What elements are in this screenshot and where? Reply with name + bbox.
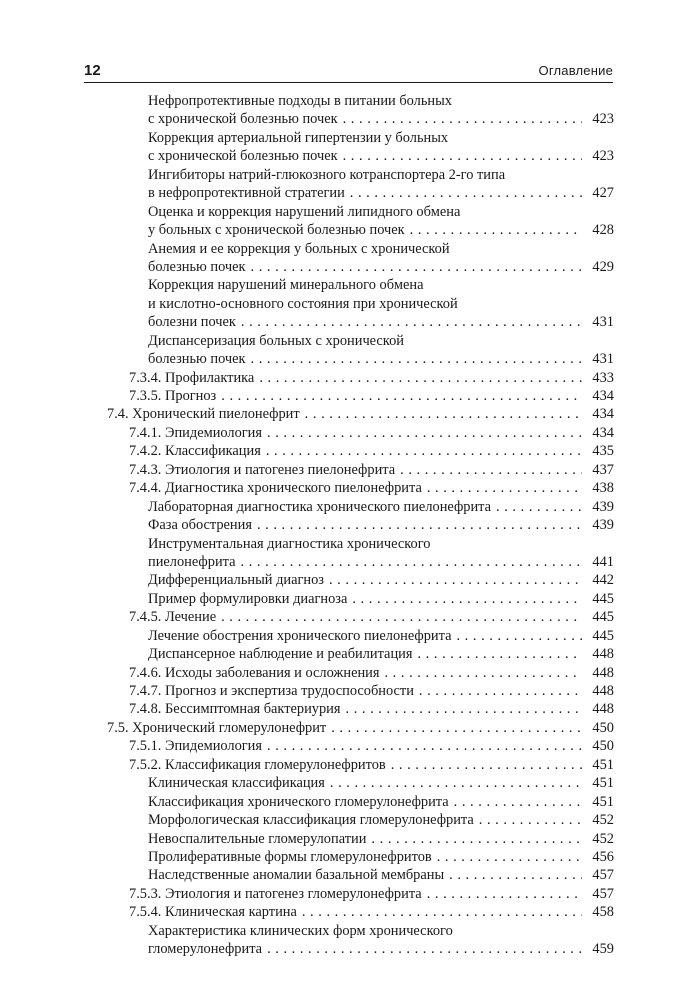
toc-entry-title: Дифференциальный диагноз (148, 572, 324, 589)
dot-leader (449, 866, 582, 884)
toc-page-number: 445 (592, 627, 614, 644)
toc-line (0, 700, 687, 718)
dot-leader (371, 830, 582, 848)
toc-entry-title: Лечение обострения хронического пиелонефрита (148, 627, 452, 644)
toc-entry[interactable] (0, 830, 687, 848)
toc-line (0, 461, 687, 479)
toc-entry-title: пиелонефрита (148, 553, 236, 570)
dot-leader (479, 811, 582, 829)
toc-entry[interactable] (0, 442, 687, 460)
toc-page-number: 423 (592, 148, 614, 165)
toc-page-number: 450 (592, 738, 614, 755)
toc-line (0, 240, 687, 258)
toc-entry[interactable] (0, 240, 687, 277)
toc-line (0, 147, 687, 165)
toc-line (0, 129, 687, 147)
toc-page-number: 451 (592, 775, 614, 792)
toc-line (0, 811, 687, 829)
dot-leader (267, 940, 582, 958)
dot-leader (251, 258, 582, 276)
toc-entry-title: 7.4.4. Диагностика хронического пиелонефрита (129, 480, 422, 497)
toc-entry[interactable] (0, 700, 687, 718)
toc-entry-title: 7.4.2. Классификация (129, 443, 261, 460)
toc-page-number: 427 (592, 185, 614, 202)
toc-entry[interactable] (0, 571, 687, 589)
toc-entry-title: Характеристика клинических форм хронического (148, 922, 453, 939)
toc-line (0, 350, 687, 368)
toc-entry[interactable] (0, 737, 687, 755)
toc-entry-title: Классификация хронического гломерулонефрита (148, 793, 449, 810)
toc-entry-title: 7.4. Хронический пиелонефрит (107, 406, 300, 423)
toc-page-number: 451 (592, 793, 614, 810)
toc-entry[interactable] (0, 424, 687, 442)
toc-entry-title: Наследственные аномалии базальной мембраны (148, 867, 445, 884)
toc-entry[interactable] (0, 203, 687, 240)
toc-entry[interactable] (0, 461, 687, 479)
toc-page-number: 442 (592, 572, 614, 589)
dot-leader (427, 885, 582, 903)
toc-entry-title: 7.5.3. Этиология и патогенез гломерулонефрита (129, 885, 422, 902)
toc-entry-title: 7.4.1. Эпидемиология (129, 424, 263, 441)
toc-entry[interactable] (0, 387, 687, 405)
toc-page-number: 448 (592, 646, 614, 663)
toc-entry-title: с хронической болезнью почек (148, 148, 338, 165)
toc-entry-title: Коррекция нарушений минерального обмена (148, 277, 424, 294)
toc-entry[interactable] (0, 369, 687, 387)
toc-line (0, 276, 687, 294)
toc-entry-title: Морфологическая классификация гломерулонефрита (148, 812, 474, 829)
toc-page-number: 433 (592, 369, 614, 386)
toc-page-number: 438 (592, 480, 614, 497)
toc-entry-title: Анемия и ее коррекция у больных с хронической (148, 240, 450, 257)
dot-leader (352, 590, 582, 608)
dot-leader (343, 110, 582, 128)
toc-entry-title: Инструментальная диагностика хронического (148, 535, 431, 552)
toc-line (0, 424, 687, 442)
toc-entry-title: и кислотно-основного состояния при хронической (148, 295, 458, 312)
toc-page-number: 428 (592, 222, 614, 239)
toc-page-number: 435 (592, 443, 614, 460)
toc-entry-title: болезни почек (148, 314, 236, 331)
dot-leader (221, 387, 582, 405)
toc-entry[interactable] (0, 719, 687, 737)
dot-leader (330, 774, 582, 792)
toc-entry-title: 7.5.2. Классификация гломерулонефритов (129, 756, 386, 773)
toc-page-number: 439 (592, 498, 614, 515)
toc-entry[interactable] (0, 922, 687, 959)
toc-page-number: 423 (592, 111, 614, 128)
dot-leader (350, 184, 582, 202)
toc-entry[interactable] (0, 627, 687, 645)
toc-entry-title: Нефропротективные подходы в питании больных (148, 93, 452, 109)
dot-leader (496, 498, 582, 516)
dot-leader (251, 350, 582, 368)
toc-entry[interactable] (0, 682, 687, 700)
dot-leader (302, 903, 582, 921)
toc-entry[interactable] (0, 848, 687, 866)
dot-leader (454, 793, 582, 811)
toc-line (0, 516, 687, 534)
toc-line (0, 590, 687, 608)
toc-entry-title: Пролиферативные формы гломерулонефритов (148, 848, 432, 865)
dot-leader (400, 461, 582, 479)
toc-entry-title: Клиническая классификация (148, 775, 325, 792)
dot-leader (266, 442, 582, 460)
dot-leader (417, 645, 582, 663)
toc-entry[interactable] (0, 498, 687, 516)
toc-entry[interactable] (0, 166, 687, 203)
toc-entry-title: 7.5.4. Клиническая картина (129, 904, 297, 921)
toc-entry[interactable] (0, 590, 687, 608)
toc-entry[interactable] (0, 516, 687, 534)
toc-line (0, 332, 687, 350)
toc-entry-title: Коррекция артериальной гипертензии у больных (148, 129, 449, 146)
toc-entry-title: 7.4.6. Исходы заболевания и осложнения (129, 664, 380, 681)
toc-entry-title: Лабораторная диагностика хронического пиелонефрита (148, 498, 492, 515)
toc-line (0, 313, 687, 331)
toc-entry-title: 7.4.7. Прогноз и экспертиза трудоспособности (129, 683, 414, 699)
toc-line (0, 793, 687, 811)
toc-entry-title: 7.3.5. Прогноз (129, 388, 217, 404)
toc-page-number: 448 (592, 683, 614, 699)
dot-leader (241, 313, 582, 331)
dot-leader (267, 424, 582, 442)
toc-entry-title: Пример формулировки диагноза (148, 590, 348, 607)
toc-entry[interactable] (0, 811, 687, 829)
toc-line (0, 756, 687, 774)
toc-entry-title: Оценка и коррекция нарушений липидного обмена (148, 203, 461, 220)
table-of-contents (0, 92, 687, 959)
toc-line (0, 940, 687, 958)
dot-leader (329, 571, 582, 589)
dot-leader (456, 627, 582, 645)
toc-page-number: 452 (592, 812, 614, 829)
toc-page-number: 441 (592, 553, 614, 570)
toc-entry[interactable] (0, 276, 687, 331)
toc-entry[interactable] (0, 645, 687, 663)
toc-entry[interactable] (0, 756, 687, 774)
toc-line (0, 866, 687, 884)
toc-line (0, 535, 687, 553)
dot-leader (257, 516, 582, 534)
toc-entry-title: Фаза обострения (148, 517, 252, 534)
toc-entry[interactable] (0, 405, 687, 423)
toc-entry[interactable] (0, 774, 687, 792)
toc-page-number: 456 (592, 848, 614, 865)
toc-line (0, 110, 687, 128)
toc-page-number: 451 (592, 756, 614, 773)
toc-line (0, 848, 687, 866)
toc-entry-title: болезнью почек (148, 258, 246, 275)
toc-entry[interactable] (0, 664, 687, 682)
toc-entry-title: Невоспалительные гломерулопатии (148, 830, 367, 847)
toc-line (0, 645, 687, 663)
dot-leader (346, 700, 583, 718)
toc-entry-title: в нефропротективной стратегии (148, 185, 345, 202)
dot-leader (305, 405, 582, 423)
toc-line (0, 830, 687, 848)
toc-entry[interactable] (0, 92, 687, 129)
toc-entry[interactable] (0, 332, 687, 369)
toc-entry-title: Ингибиторы натрий-глюкозного котранспортера 2-го типа (148, 166, 506, 183)
toc-entry-title: 7.3.4. Профилактика (129, 369, 255, 386)
dot-leader (331, 719, 582, 737)
toc-line (0, 553, 687, 571)
toc-entry[interactable] (0, 793, 687, 811)
toc-line (0, 627, 687, 645)
toc-page-number: 452 (592, 830, 614, 847)
toc-page-number: 431 (592, 351, 614, 368)
page-number: 12 (84, 62, 101, 79)
toc-page-number: 448 (592, 664, 614, 681)
toc-line (0, 405, 687, 423)
toc-page-number: 445 (592, 609, 614, 626)
toc-line (0, 737, 687, 755)
toc-line (0, 774, 687, 792)
toc-line (0, 719, 687, 737)
toc-page-number: 434 (592, 424, 614, 441)
toc-entry[interactable] (0, 129, 687, 166)
toc-entry[interactable] (0, 885, 687, 903)
dot-leader (267, 737, 582, 755)
toc-line (0, 922, 687, 940)
dot-leader (419, 682, 582, 700)
toc-line (0, 203, 687, 221)
toc-line (0, 498, 687, 516)
toc-line (0, 664, 687, 682)
toc-page-number: 437 (592, 461, 614, 478)
dot-leader (410, 221, 582, 239)
toc-page-number: 457 (592, 885, 614, 902)
toc-entry-title: Диспансерное наблюдение и реабилитация (148, 646, 413, 663)
toc-entry-title: 7.4.8. Бессимптомная бактериурия (129, 701, 341, 718)
toc-entry-title: 7.5. Хронический гломерулонефрит (107, 719, 327, 736)
toc-page-number: 448 (592, 701, 614, 718)
toc-page-number: 445 (592, 590, 614, 607)
toc-page-number: 457 (592, 867, 614, 884)
dot-leader (384, 664, 582, 682)
toc-page-number: 439 (592, 517, 614, 534)
toc-line (0, 92, 687, 110)
toc-entry-title: Диспансеризация больных с хронической (148, 332, 404, 349)
toc-page-number: 459 (592, 941, 614, 958)
toc-page-number: 434 (592, 406, 614, 423)
toc-entry[interactable] (0, 903, 687, 921)
toc-entry-title: гломерулонефрита (148, 941, 263, 958)
toc-entry-title: болезнью почек (148, 351, 246, 368)
toc-line (0, 442, 687, 460)
toc-line (0, 903, 687, 921)
dot-leader (221, 608, 582, 626)
toc-page-number: 434 (592, 388, 614, 404)
toc-entry[interactable] (0, 608, 687, 626)
toc-entry-title: у больных с хронической болезнью почек (148, 222, 405, 239)
toc-entry-title: 7.4.5. Лечение (129, 609, 217, 626)
toc-line (0, 885, 687, 903)
toc-line (0, 479, 687, 497)
toc-line (0, 608, 687, 626)
toc-line (0, 221, 687, 239)
dot-leader (259, 369, 582, 387)
dot-leader (241, 553, 582, 571)
dot-leader (343, 147, 582, 165)
toc-entry-title: 7.4.3. Этиология и патогенез пиелонефрита (129, 461, 396, 478)
toc-entry[interactable] (0, 866, 687, 884)
toc-line (0, 295, 687, 313)
dot-leader (391, 756, 582, 774)
dot-leader (437, 848, 582, 866)
toc-line (0, 184, 687, 202)
toc-page-number: 450 (592, 719, 614, 736)
toc-entry[interactable] (0, 535, 687, 572)
toc-entry-title: 7.5.1. Эпидемиология (129, 738, 263, 755)
running-title: Оглавление (538, 63, 613, 78)
toc-entry[interactable] (0, 479, 687, 497)
toc-line (0, 682, 687, 700)
toc-page-number: 431 (592, 314, 614, 331)
toc-line (0, 387, 687, 405)
toc-line (0, 369, 687, 387)
dot-leader (427, 479, 582, 497)
toc-page-number: 429 (592, 258, 614, 275)
page-header (84, 62, 613, 83)
toc-page-number: 458 (592, 904, 614, 921)
toc-line (0, 166, 687, 184)
toc-entry-title: с хронической болезнью почек (148, 111, 338, 128)
toc-line (0, 258, 687, 276)
toc-line (0, 571, 687, 589)
